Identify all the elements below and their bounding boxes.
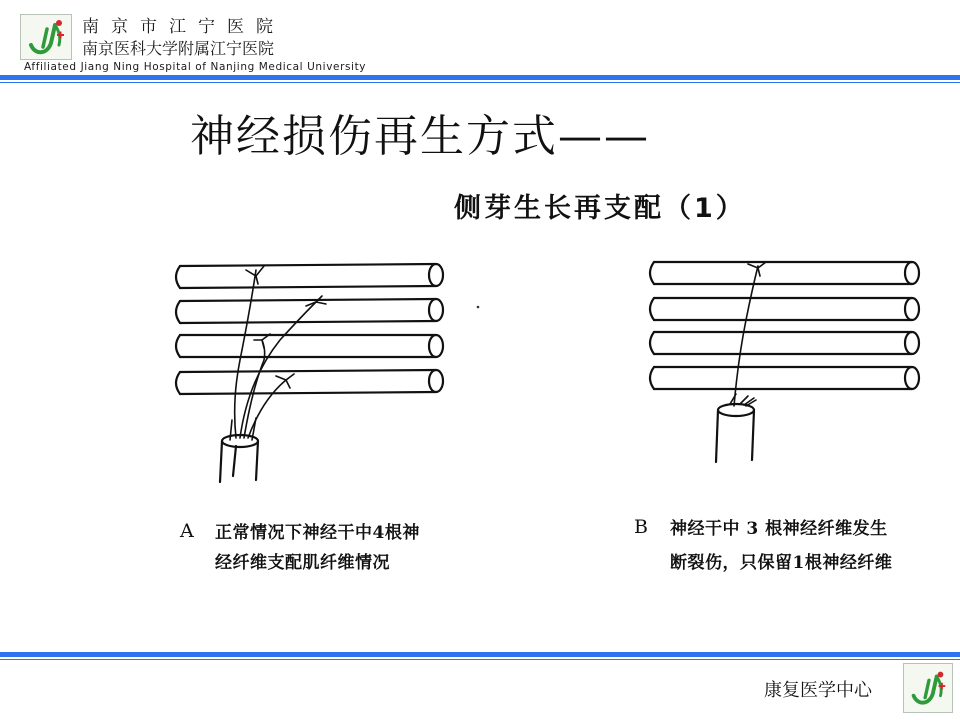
slide-subtitle: 侧芽生长再支配（1） (454, 193, 746, 224)
panel-b-letter: B (634, 516, 648, 538)
panel-b-caption-line: 神经干中 3 根神经纤维发生 (670, 519, 888, 539)
panel-a-nerve-fibers (230, 266, 326, 440)
hospital-name: 南京市江宁医院 (82, 17, 285, 37)
panel-a-caption-line: 正常情况下神经干中4根神 (215, 523, 420, 543)
footer-department-label: 康复医学中心 (764, 680, 872, 701)
panel-b-caption-line: 断裂伤，只保留1根神经纤维 (670, 553, 893, 573)
slide-title: 神经损伤再生方式—— (190, 111, 650, 162)
hospital-logo-icon (903, 663, 953, 713)
hospital-affiliation: 南京医科大学附属江宁医院 (82, 39, 275, 58)
panel-b-nerve-trunk (716, 404, 754, 462)
panel-a-muscle-fibers (176, 264, 443, 394)
panel-a-nerve-trunk (220, 435, 258, 482)
panel-b-muscle-fibers (650, 262, 919, 389)
hospital-name-english: Affiliated Jiang Ning Hospital of Nanjing Medical University (24, 61, 367, 73)
footer-rule (0, 652, 960, 657)
footer-rule-thin (0, 659, 960, 660)
panel-a-letter: A (180, 520, 194, 542)
panel-a-caption-line: 经纤维支配肌纤维情况 (215, 553, 390, 573)
